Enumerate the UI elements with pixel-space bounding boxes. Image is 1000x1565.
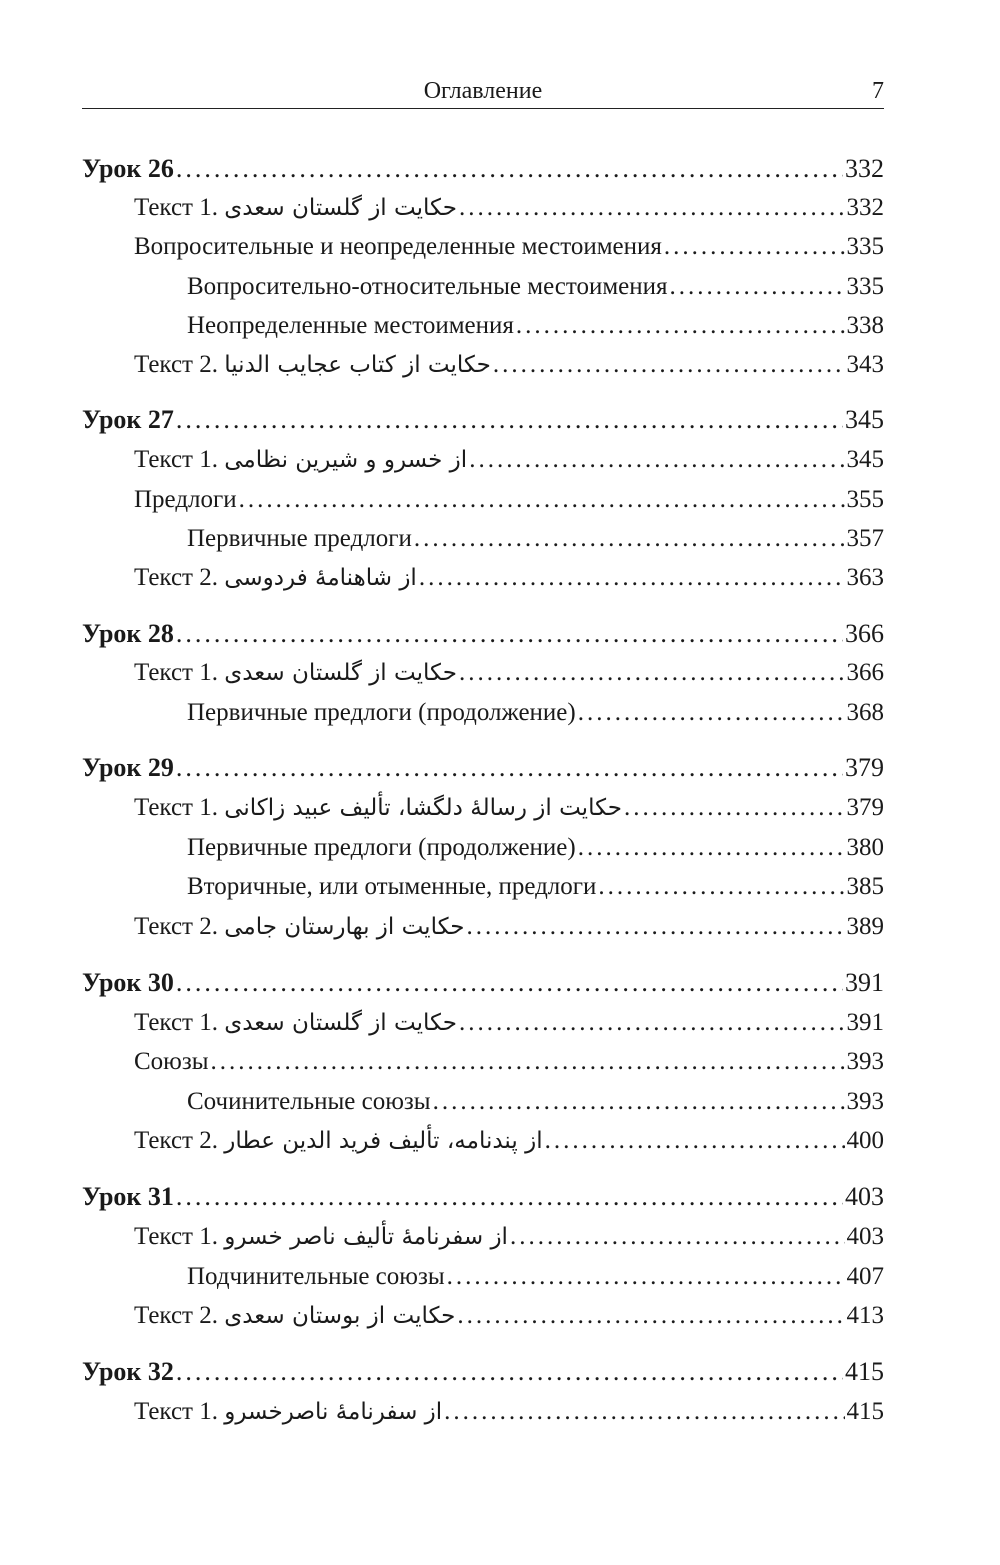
toc-entry-label: Вторичные, или отыменные, предлоги [187, 873, 597, 900]
toc-entry-title [82, 966, 174, 1000]
toc-entry [134, 561, 884, 595]
toc-page-number: 415 [845, 1357, 884, 1386]
dot-leader [493, 348, 845, 382]
toc-entry-label: Урок 28 [82, 619, 174, 648]
toc-entry-title [134, 443, 467, 477]
toc-entry-title [134, 483, 237, 517]
toc-entry-title [187, 870, 596, 904]
dot-leader [516, 309, 845, 343]
toc-entry-title [134, 1045, 209, 1079]
toc-entry [134, 791, 884, 825]
toc-entry-persian-title: از شاهنامهٔ فردوسی [224, 565, 417, 591]
toc-entry-title [82, 152, 174, 186]
toc-entry-label: Первичные предлоги (продолжение) [187, 834, 576, 861]
toc-page-number: 415 [846, 1398, 884, 1425]
toc-entry-label: Урок 29 [82, 753, 174, 782]
toc-entry-persian-title: از سفرنامهٔ تألیف ناصر خسرو [224, 1224, 508, 1250]
toc-page-number: 380 [846, 834, 884, 861]
dot-leader [578, 696, 845, 730]
toc-page-number: 357 [846, 525, 884, 552]
toc-entry-label: Урок 30 [82, 968, 174, 997]
toc-entry-persian-title: از سفرنامهٔ ناصرخسرو [224, 1399, 443, 1425]
dot-leader [176, 1180, 843, 1214]
toc-entry-label: Текст 2. [134, 351, 225, 378]
toc-entry-title [134, 191, 457, 225]
toc-entry-label: Текст 2. [134, 913, 225, 940]
toc-lesson-entry [82, 966, 884, 1000]
toc-page-number: 403 [845, 1182, 884, 1211]
dot-leader [176, 751, 843, 785]
toc-entry-persian-title: حکایت از کتاب عجایب الدنیا [224, 352, 491, 378]
dot-leader [510, 1220, 845, 1254]
dot-leader [176, 1355, 843, 1389]
toc-entry-label: Текст 1. [134, 1009, 225, 1036]
dot-leader [545, 1124, 845, 1158]
toc-entry-title [82, 751, 174, 785]
toc-entry-title [134, 656, 457, 690]
toc-page-number: 393 [846, 1048, 884, 1075]
toc-entry-label: Союзы [134, 1048, 209, 1075]
toc-page-number: 391 [846, 1009, 884, 1036]
toc-entry-label: Урок 27 [82, 405, 174, 434]
dot-leader [176, 152, 843, 186]
toc-entry-title [187, 270, 668, 304]
toc-entry-label: Урок 31 [82, 1182, 174, 1211]
dot-leader [176, 617, 843, 651]
toc-entry [134, 656, 884, 690]
toc-entry-title [134, 1124, 543, 1158]
toc-page-number: 400 [846, 1127, 884, 1154]
toc-entry [134, 1299, 884, 1333]
toc-page-number: 391 [845, 968, 884, 997]
toc-page-number: 368 [846, 699, 884, 726]
toc-entry-title [187, 831, 576, 865]
toc-page-number: 366 [846, 659, 884, 686]
toc-entry-title [134, 348, 491, 382]
dot-leader [419, 561, 845, 595]
dot-leader [239, 483, 845, 517]
dot-leader [176, 966, 843, 1000]
toc-entry-title [82, 1355, 174, 1389]
dot-leader [469, 443, 844, 477]
toc-page-number: 379 [845, 753, 884, 782]
toc-page-number: 332 [845, 154, 884, 183]
toc-lesson-entry [82, 617, 884, 651]
toc-entry-persian-title: حکایت از گلستان سعدی [224, 660, 457, 686]
toc-entry [187, 870, 884, 904]
toc-entry-persian-title: حکایت از بوستان سعدی [224, 1303, 456, 1329]
toc-entry [134, 1006, 884, 1040]
header-rule [82, 108, 884, 109]
dot-leader [664, 230, 845, 264]
toc-entry-persian-title: از خسرو و شیرین نظامی [224, 447, 468, 473]
dot-leader [467, 910, 845, 944]
toc-entry [134, 443, 884, 477]
toc-entry-title [134, 1006, 457, 1040]
toc-entry-title [187, 696, 576, 730]
toc-entry [187, 270, 884, 304]
toc-lesson-entry [82, 751, 884, 785]
toc-entry [134, 1395, 884, 1429]
toc-entry-label: Текст 1. [134, 1398, 225, 1425]
toc-page-number: 413 [846, 1302, 884, 1329]
toc-entry-label: Текст 1. [134, 659, 225, 686]
toc-page-number: 335 [846, 273, 884, 300]
toc-entry-label: Сочинительные союзы [187, 1088, 431, 1115]
toc-entry [187, 1085, 884, 1119]
dot-leader [670, 270, 845, 304]
toc-entry-persian-title: از پندنامه، تألیف فرید الدین عطار [224, 1128, 543, 1154]
toc-entry-label: Урок 32 [82, 1357, 174, 1386]
toc-entry [134, 230, 884, 264]
dot-leader [176, 403, 843, 437]
toc-entry [187, 831, 884, 865]
toc-entry-label: Текст 2. [134, 1127, 225, 1154]
toc-entry [187, 522, 884, 556]
toc-entry-label: Урок 26 [82, 154, 174, 183]
toc-page-number: 366 [845, 619, 884, 648]
toc-entry-title [82, 617, 174, 651]
dot-leader [211, 1045, 845, 1079]
toc-page-number: 335 [846, 233, 884, 260]
toc-page-number: 389 [846, 913, 884, 940]
toc-entry-label: Вопросительные и неопределенные местоимения [134, 233, 662, 260]
toc-entry-title [134, 1395, 442, 1429]
dot-leader [433, 1085, 845, 1119]
page-number: 7 [872, 78, 884, 104]
toc-page-number: 385 [846, 873, 884, 900]
toc-entry [134, 191, 884, 225]
toc-lesson-entry [82, 1180, 884, 1214]
toc-entry-label: Текст 1. [134, 1223, 225, 1250]
page-title: Оглавление [423, 78, 543, 104]
toc-entry [187, 309, 884, 343]
toc-entry-label: Подчинительные союзы [187, 1263, 445, 1290]
toc-entry-label: Первичные предлоги [187, 525, 412, 552]
toc-entry [134, 483, 884, 517]
toc-entry-label: Текст 2. [134, 564, 225, 591]
toc-page-number: 393 [846, 1088, 884, 1115]
toc-lesson-entry [82, 403, 884, 437]
toc-page-number: 338 [846, 312, 884, 339]
dot-leader [624, 791, 845, 825]
toc-entry [187, 696, 884, 730]
toc-entry-label: Вопросительно-относительные местоимения [187, 273, 668, 300]
dot-leader [459, 191, 845, 225]
toc-entry-label: Текст 1. [134, 446, 225, 473]
dot-leader [598, 870, 844, 904]
toc-entry-persian-title: حکایت از بهارستان جامی [224, 914, 465, 940]
toc-entry-title [187, 522, 412, 556]
toc-entry [134, 1124, 884, 1158]
toc-entry-label: Первичные предлоги (продолжение) [187, 699, 576, 726]
toc-page-number: 332 [846, 194, 884, 221]
toc-entry-title [134, 230, 662, 264]
dot-leader [578, 831, 845, 865]
toc-page-number: 345 [845, 405, 884, 434]
toc-entry-label: Текст 2. [134, 1302, 225, 1329]
toc-lesson-entry [82, 1355, 884, 1389]
toc-entry [134, 1220, 884, 1254]
toc-entry-persian-title: حکایت از گلستان سعدی [224, 1010, 457, 1036]
toc-entry-title [134, 910, 465, 944]
toc-page-number: 343 [846, 351, 884, 378]
toc-page-number: 379 [846, 794, 884, 821]
toc-entry-title [134, 791, 622, 825]
toc-page-number: 345 [846, 446, 884, 473]
dot-leader [414, 522, 845, 556]
dot-leader [459, 656, 845, 690]
toc-entry-label: Текст 1. [134, 194, 225, 221]
toc-page-number: 363 [846, 564, 884, 591]
toc-entry-label: Предлоги [134, 486, 237, 513]
toc-entry-persian-title: حکایت از رسالهٔ دلگشا، تألیف عبید زاکانی [224, 795, 622, 821]
toc-entry-label: Неопределенные местоимения [187, 312, 514, 339]
toc-entry [134, 910, 884, 944]
toc-page-number: 403 [846, 1223, 884, 1250]
toc-entry-title [134, 1299, 455, 1333]
dot-leader [447, 1260, 845, 1294]
dot-leader [459, 1006, 845, 1040]
running-head [82, 76, 884, 106]
toc-entry [187, 1260, 884, 1294]
toc-entry-title [187, 309, 514, 343]
toc-lesson-entry [82, 152, 884, 186]
toc-entry-label: Текст 1. [134, 794, 225, 821]
dot-leader [457, 1299, 844, 1333]
toc-entry [134, 348, 884, 382]
toc-page-number: 407 [846, 1263, 884, 1290]
toc-entry-title [82, 1180, 174, 1214]
toc-page-number: 355 [846, 486, 884, 513]
toc-entry-title [82, 403, 174, 437]
toc-entry-persian-title: حکایت از گلستان سعدی [224, 195, 457, 221]
toc-entry-title [134, 1220, 508, 1254]
toc-entry-title [187, 1260, 445, 1294]
toc-entry-title [187, 1085, 431, 1119]
toc-entry [134, 1045, 884, 1079]
dot-leader [444, 1395, 844, 1429]
toc-entry-title [134, 561, 417, 595]
